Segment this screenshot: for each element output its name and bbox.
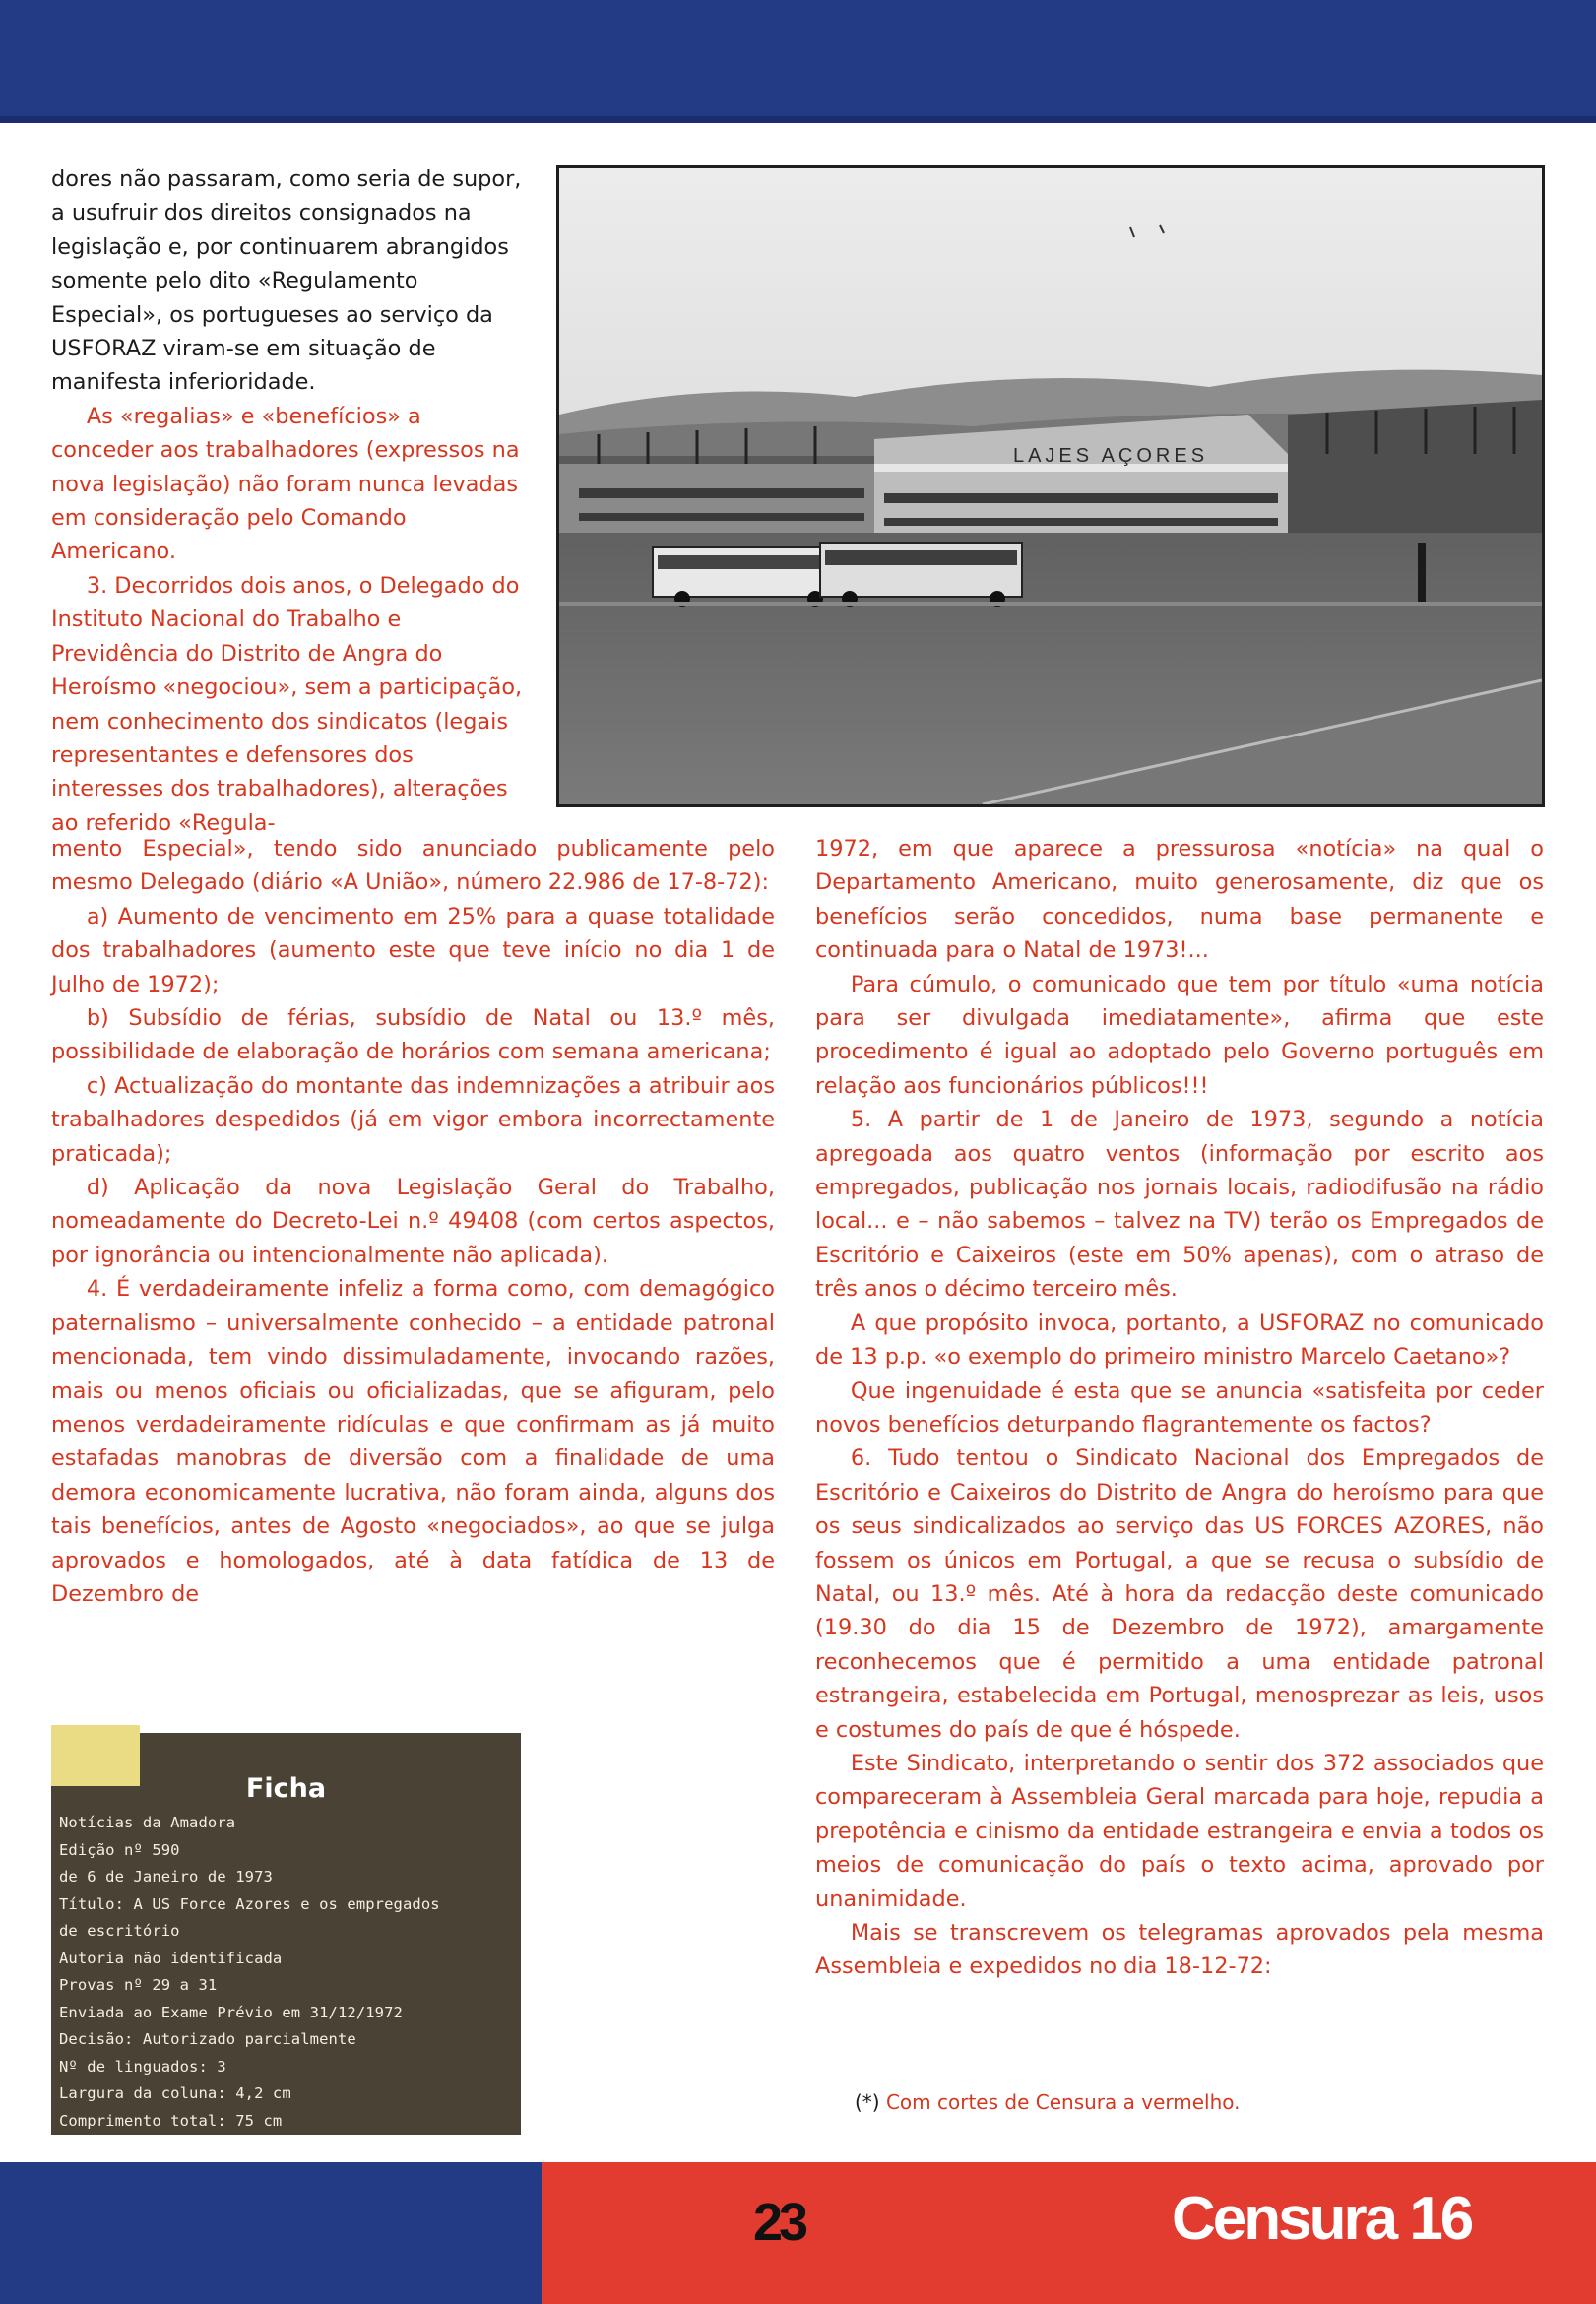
paragraph: d) Aplicação da nova Legislação Geral do Trabalho, nomeadamente do Decreto-Lei n.º 49408 (com certos aspectos, por ignorância ou intencionalmente não aplicada). — [51, 1175, 775, 1268]
ficha-line: Comprimento total: 75 cm — [59, 2111, 283, 2130]
paragraph: Este Sindicato, interpretando o sentir dos 372 associados que compareceram à Assembleia Geral marcada para hoje, repudia a prepotência e cinismo da entidade estrangeira e envia a todos os meios de comunicação do país o texto acima, aprovado por unanimidade. — [815, 1750, 1544, 1912]
paragraph: b) Subsídio de férias, subsídio de Natal ou 13.º mês, possibilidade de elaboração de horários com semana americana; — [51, 1005, 775, 1065]
left-column-main-text — [51, 832, 775, 1611]
paragraph: dores não passaram, como seria de supor, a usufruir dos direitos consignados na legislação e, por continuarem abrangidos somente pelo dito «Regulamento Especial», os portugueses ao serviço da USFORAZ viram-se em situação de manifesta inferioridade. — [51, 166, 522, 396]
footer-bar — [0, 2162, 1596, 2304]
ficha-line: Nº de linguados: 3 — [59, 2057, 226, 2076]
footnote-marker: (*) — [855, 2090, 880, 2114]
top-bar-shadow — [0, 116, 1596, 123]
ficha-line: de escritório — [59, 1922, 180, 1940]
page-number: 23 — [753, 2193, 805, 2252]
ficha-line: Largura da coluna: 4,2 cm — [59, 2084, 291, 2102]
paragraph: Que ingenuidade é esta que se anuncia «satisfeita por ceder novos benefícios deturpando flagrantemente os factos? — [815, 1377, 1544, 1438]
paragraph: 1972, em que aparece a pressurosa «notícia» na qual o Departamento Americano, muito generosamente, diz que os benefícios serão concedidos, numa base permanente e continuada para o Natal de 1973!... — [815, 836, 1544, 964]
ficha-line: Edição nº 590 — [59, 1840, 180, 1859]
ficha-tab-accent — [51, 1725, 140, 1786]
footnote — [855, 2090, 1241, 2114]
paragraph: mento Especial», tendo sido anunciado publicamente pelo mesmo Delegado (diário «A União», número 22.986 de 17-8-72): — [51, 836, 775, 896]
photo-illustration — [559, 168, 1542, 804]
paragraph: 4. É verdadeiramente infeliz a forma como, com demagógico paternalismo – universalmente conhecido – a entidade patronal mencionada, tem vindo dissimuladamente, invocando razões, mais ou menos oficiais ou oficializadas, que se afiguram, pelo menos verdadeiramente ridículas e que confirmam as já muito estafadas manobras de diversão com a finalidade de uma demora economicamente lucrativa, não foram ainda, alguns dos tais benefícios, antes de Agosto «negociados», ao que se julga aprovados e homologados, até à data fatídica de 13 de Dezembro de — [51, 1276, 775, 1607]
ficha-title: Ficha — [245, 1773, 327, 1804]
photo-sign-text: LAJES AÇORES — [1012, 445, 1209, 467]
paragraph: As «regalias» e «benefícios» a conceder aos trabalhadores (expressos na nova legislação) não foram nunca levadas em consideração pelo Comando Americano. — [51, 403, 520, 565]
paragraph: Para cúmulo, o comunicado que tem por título «uma notícia para ser divulgada imediatamente», afirma que este procedimento é igual ao adoptado pelo Governo português em relação aos funcionários públicos!!! — [815, 971, 1544, 1099]
top-color-bar — [0, 0, 1596, 123]
ficha-line: Autoria não identificada — [59, 1949, 283, 1967]
paragraph: Mais se transcrevem os telegramas aprovados pela mesma Assembleia e expedidos no dia 18-12-72: — [815, 1920, 1544, 1980]
paragraph: a) Aumento de vencimento em 25% para a quase totalidade dos trabalhadores (aumento este que teve início no dia 1 de Julho de 1972); — [51, 903, 775, 997]
ficha-lines — [59, 1810, 512, 2135]
ficha-line: Enviada ao Exame Prévio em 31/12/1972 — [59, 2003, 403, 2021]
left-column-top-text — [51, 162, 524, 840]
paragraph: c) Actualização do montante das indemnizações a atribuir aos trabalhadores despedidos (já em vigor embora incorrectamente praticada); — [51, 1072, 775, 1167]
ficha-line: Notícias da Amadora — [59, 1814, 236, 1831]
paragraph: 3. Decorridos dois anos, o Delegado do Instituto Nacional do Trabalho e Previdência do Distrito de Angra do Heroísmo «negociou», sem a participação, nem conhecimento dos sindicatos (legais representantes e defensores dos interesses dos trabalhadores), alterações ao referido «Regula- — [51, 572, 523, 836]
paragraph: 6. Tudo tentou o Sindicato Nacional dos Empregados de Escritório e Caixeiros do Distrito de Angra do heroísmo para que os seus sindicalizados ao serviço das US FORCES AZORES, não fossem os únicos em Portugal, a que se recusa o subsídio de Natal, ou 13.º mês. Até à hora da redacção deste comunicado (19.30 do dia 15 de Dezembro de 1972), amargamente reconhecemos que é permitido a uma entidade patronal estrangeira, estabelecida em Portugal, menosprezar as leis, usos e costumes do país de que é hóspede. — [815, 1445, 1544, 1743]
footer-blue-block — [0, 2162, 542, 2304]
ficha-box — [51, 1733, 521, 2135]
magazine-title: Censura 16 — [1172, 2185, 1472, 2253]
ficha-line: Provas nº 29 a 31 — [59, 1976, 218, 1994]
footnote-text: Com cortes de Censura a vermelho. — [885, 2090, 1241, 2114]
photo-lajes-terminal — [556, 165, 1545, 807]
paragraph: A que propósito invoca, portanto, a USFORAZ no comunicado de 13 p.p. «o exemplo do primeiro ministro Marcelo Caetano»? — [815, 1310, 1544, 1371]
paragraph: 5. A partir de 1 de Janeiro de 1973, segundo a notícia apregoada aos quatro ventos (informação por escrito aos empregados, publicação nos jornais locais, radiodifusão na rádio local... e – não sabemos – talvez na TV) terão os Empregados de Escritório e Caixeiros (este em 50% apenas), com o atraso de três anos o décimo terceiro mês. — [815, 1107, 1544, 1303]
right-column-text — [815, 832, 1544, 1984]
ficha-line: Título: A US Force Azores e os empregados — [59, 1894, 440, 1913]
ficha-line: de 6 de Janeiro de 1973 — [59, 1868, 273, 1886]
ficha-line: Decisão: Autorizado parcialmente — [59, 2030, 356, 2048]
